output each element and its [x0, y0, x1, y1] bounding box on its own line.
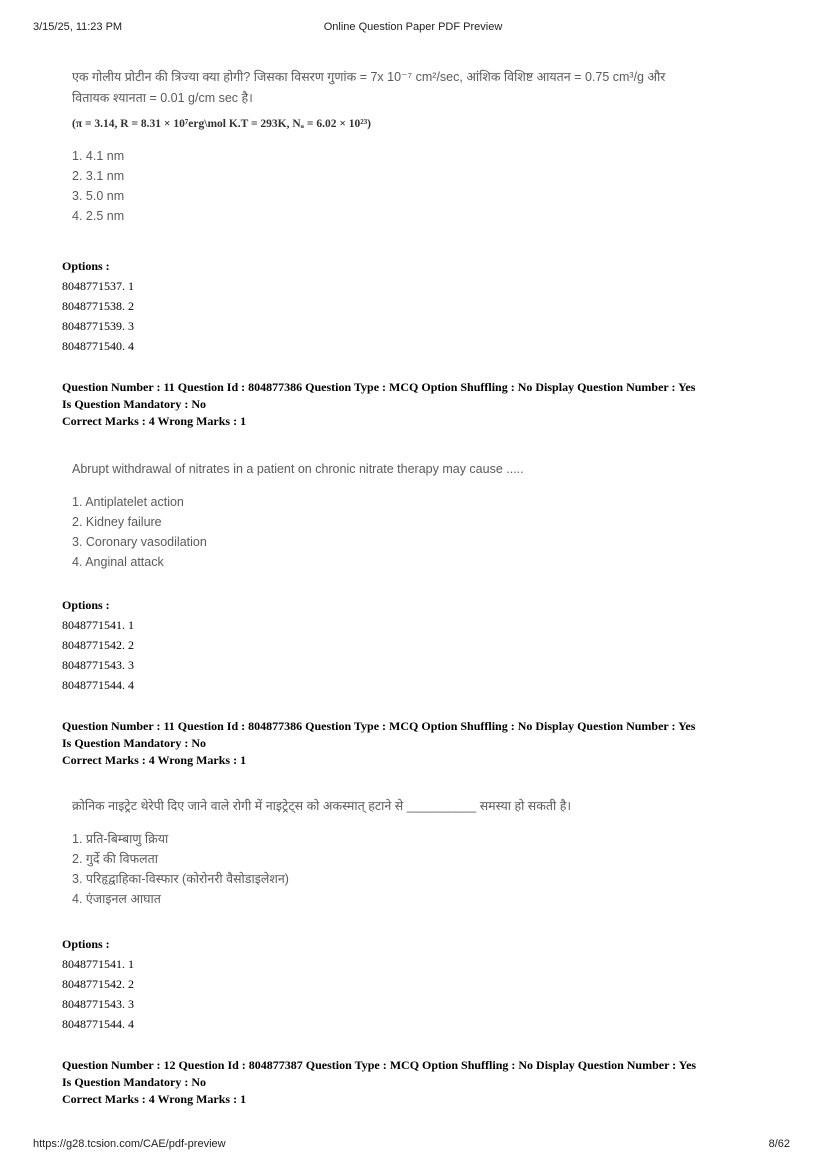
option-row: 8048771541. 1: [62, 957, 134, 971]
option-row: 8048771542. 2: [62, 977, 134, 991]
option-row: 8048771540. 4: [62, 339, 134, 353]
question-meta-line: Is Question Mandatory : No: [62, 1075, 207, 1089]
question-image-nitrate-hi: [72, 796, 571, 909]
option-row: 8048771537. 1: [62, 279, 134, 293]
option-row: 8048771543. 3: [62, 997, 134, 1011]
question-stem: क्रोनिक नाइट्रेट थेरेपी दिए जाने वाले रोगी में नाइट्रेट्स को अकस्मात् हटाने से __________ समस्या हो सकती है।: [72, 799, 572, 813]
question-stem-line-1: एक गोलीय प्रोटीन की त्रिज्या क्या होगी? जिसका विसरण गुणांक = 7x 10⁻⁷ cm²/sec, आंशिक विशिष्ट आयतन = 0.75 cm³/g और: [72, 70, 666, 84]
options-block: [62, 256, 134, 356]
option-row: 8048771541. 1: [62, 618, 134, 632]
page-title: Online Question Paper PDF Preview: [323, 21, 503, 33]
option-row: 8048771544. 4: [62, 1017, 134, 1031]
print-datetime: 3/15/25, 11:23 PM: [33, 21, 123, 33]
question-stem: Abrupt withdrawal of nitrates in a patient on chronic nitrate therapy may cause .....: [72, 462, 524, 476]
choice-item: 1. 4.1 nm: [72, 149, 125, 163]
question-image-protein-radius: [72, 67, 665, 226]
choice-item: 2. 3.1 nm: [72, 169, 125, 183]
question-marks-line: Correct Marks : 4 Wrong Marks : 1: [62, 414, 247, 428]
option-row: 8048771543. 3: [62, 658, 134, 672]
question-formula: (π = 3.14, R = 8.31 × 10⁷erg\mol K.T = 293K, Nₐ = 6.02 × 10²³): [72, 118, 371, 130]
question-stem-line-2: वितायक श्यानता = 0.01 g/cm sec है।: [72, 91, 253, 105]
question-image-nitrate-en: [72, 459, 524, 572]
option-row: 8048771542. 2: [62, 638, 134, 652]
question-marks-line: Correct Marks : 4 Wrong Marks : 1: [62, 753, 247, 767]
choice-item: 3. परिहृद्वाहिका-विस्फार (कोरोनरी वैसोडाइलेशन): [72, 872, 289, 886]
question-meta-line: Question Number : 12 Question Id : 804877387 Question Type : MCQ Option Shuffling : No Display Question Number : Yes: [62, 1058, 697, 1072]
choice-list: [72, 829, 571, 909]
question-meta: [62, 379, 782, 430]
question-meta-line: Question Number : 11 Question Id : 804877386 Question Type : MCQ Option Shuffling : No Display Question Number : Yes: [62, 719, 696, 733]
options-block: [62, 934, 134, 1034]
question-meta-line: Question Number : 11 Question Id : 804877386 Question Type : MCQ Option Shuffling : No Display Question Number : Yes: [62, 380, 696, 394]
choice-item: 1. प्रति-बिम्बाणु क्रिया: [72, 832, 169, 846]
choice-item: 4. एंजाइनल आघात: [72, 892, 161, 906]
option-row: 8048771544. 4: [62, 678, 134, 692]
choice-list: [72, 492, 524, 572]
choice-item: 2. Kidney failure: [72, 515, 162, 529]
question-marks-line: Correct Marks : 4 Wrong Marks : 1: [62, 1092, 247, 1106]
options-label: Options :: [62, 937, 110, 951]
question-meta: [62, 718, 782, 769]
page-url[interactable]: https://g28.tcsion.com/CAE/pdf-preview: [33, 1138, 226, 1150]
option-row: 8048771539. 3: [62, 319, 134, 333]
choice-item: 2. गुर्दे की विफलता: [72, 852, 159, 866]
question-meta-line: Is Question Mandatory : No: [62, 397, 207, 411]
choice-item: 1. Antiplatelet action: [72, 495, 184, 509]
options-label: Options :: [62, 259, 110, 273]
page-number: 8/62: [768, 1138, 790, 1150]
option-row: 8048771538. 2: [62, 299, 134, 313]
choice-item: 3. Coronary vasodilation: [72, 535, 207, 549]
choice-item: 3. 5.0 nm: [72, 189, 125, 203]
question-meta-line: Is Question Mandatory : No: [62, 736, 207, 750]
options-block: [62, 595, 134, 695]
question-meta: [62, 1057, 782, 1108]
choice-item: 4. 2.5 nm: [72, 209, 125, 223]
choice-item: 4. Anginal attack: [72, 555, 164, 569]
options-label: Options :: [62, 598, 110, 612]
choice-list: [72, 146, 665, 226]
